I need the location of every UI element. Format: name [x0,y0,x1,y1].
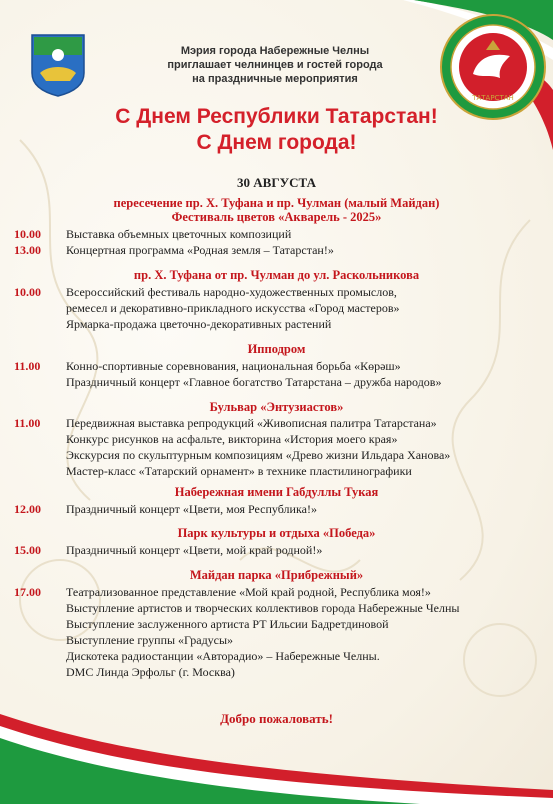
event-item: Праздничный концерт «Цвети, мой край родной!» [66,543,323,557]
invitation-header [110,44,440,86]
event-time: 13.00 [14,243,41,257]
city-crest-icon [30,33,86,97]
event-time: 10.00 [14,285,41,299]
event-item: Всероссийский фестиваль народно-художественных промыслов, [66,285,397,299]
event-item: Конно-спортивные соревнования, национальная борьба «Көрәш» [66,359,401,373]
venue-title: Набережная имени Габдуллы Тукая [174,485,379,499]
venue-title: Майдан парка «Прибрежный» [189,568,364,582]
event-time: 12.00 [14,502,41,516]
headline-city: С Днем города! [196,131,357,154]
event-time: 11.00 [14,359,41,373]
event-time: 11.00 [14,416,41,430]
event-item: ремесел и декоративно-прикладного искусства «Город мастеров» [66,301,400,315]
event-item: DMC Линда Эрфольг (г. Москва) [66,665,235,679]
event-item: Ярмарка-продажа цветочно-декоративных растений [66,317,332,331]
header-line: на праздничные мероприятия [192,73,358,85]
event-item: Мастер-класс «Татарский орнамент» в технике пластилинографики [66,464,412,478]
header-line: Мэрия города Набережные Челны [180,45,370,57]
event-item: Передвижная выставка репродукций «Живописная палитра Татарстана» [66,416,437,430]
event-item: Праздничный концерт «Цвети, моя Республика!» [66,502,317,516]
event-item: Выступление группы «Градусы» [66,633,234,647]
welcome-text: Добро пожаловать! [220,711,333,726]
event-time: 10.00 [14,227,41,241]
venue-title: Бульвар «Энтузиастов» [209,400,344,414]
event-item: Концертная программа «Родная земля – Татарстан!» [66,243,334,257]
event-item: Экскурсия по скульптурным композициям «Древо жизни Ильдара Ханова» [66,448,451,462]
event-time: 15.00 [14,543,41,557]
event-item: Выступление артистов и творческих коллективов города Набережные Челны [66,601,460,615]
event-item: Выставка объемных цветочных композиций [66,227,292,241]
event-item: Конкурс рисунков на асфальте, викторина «История моего края» [66,432,398,446]
venue-title: Парк культуры и отдыха «Победа» [177,526,376,540]
event-time: 17.00 [14,585,41,599]
header-line: приглашает челнинцев и гостей города [167,59,383,71]
event-item: Праздничный концерт «Главное богатство Татарстана – дружба народов» [66,375,442,389]
venue-subtitle: Фестиваль цветов «Акварель - 2025» [171,210,382,224]
flag-ribbon-bottom [0,694,553,804]
venue-title: пересечение пр. Х. Туфана и пр. Чулман (малый Майдан) [113,196,440,210]
venue-title: Ипподром [247,342,306,356]
event-date: 30 АВГУСТА [237,175,316,190]
event-item: Выступление заслуженного артиста РТ Ильсии Бадретдиновой [66,617,389,631]
headline-republic: С Днем Республики Татарстан! [115,105,438,128]
event-item: Дискотека радиостанции «Авторадио» – Набережные Челны. [66,649,380,663]
venue-title: пр. Х. Туфана от пр. Чулман до ул. Раскольникова [133,268,420,282]
event-item: Театрализованное представление «Мой край родной, Республика моя!» [66,585,431,599]
emblem-text: ТАТАРСТАН [472,94,514,102]
